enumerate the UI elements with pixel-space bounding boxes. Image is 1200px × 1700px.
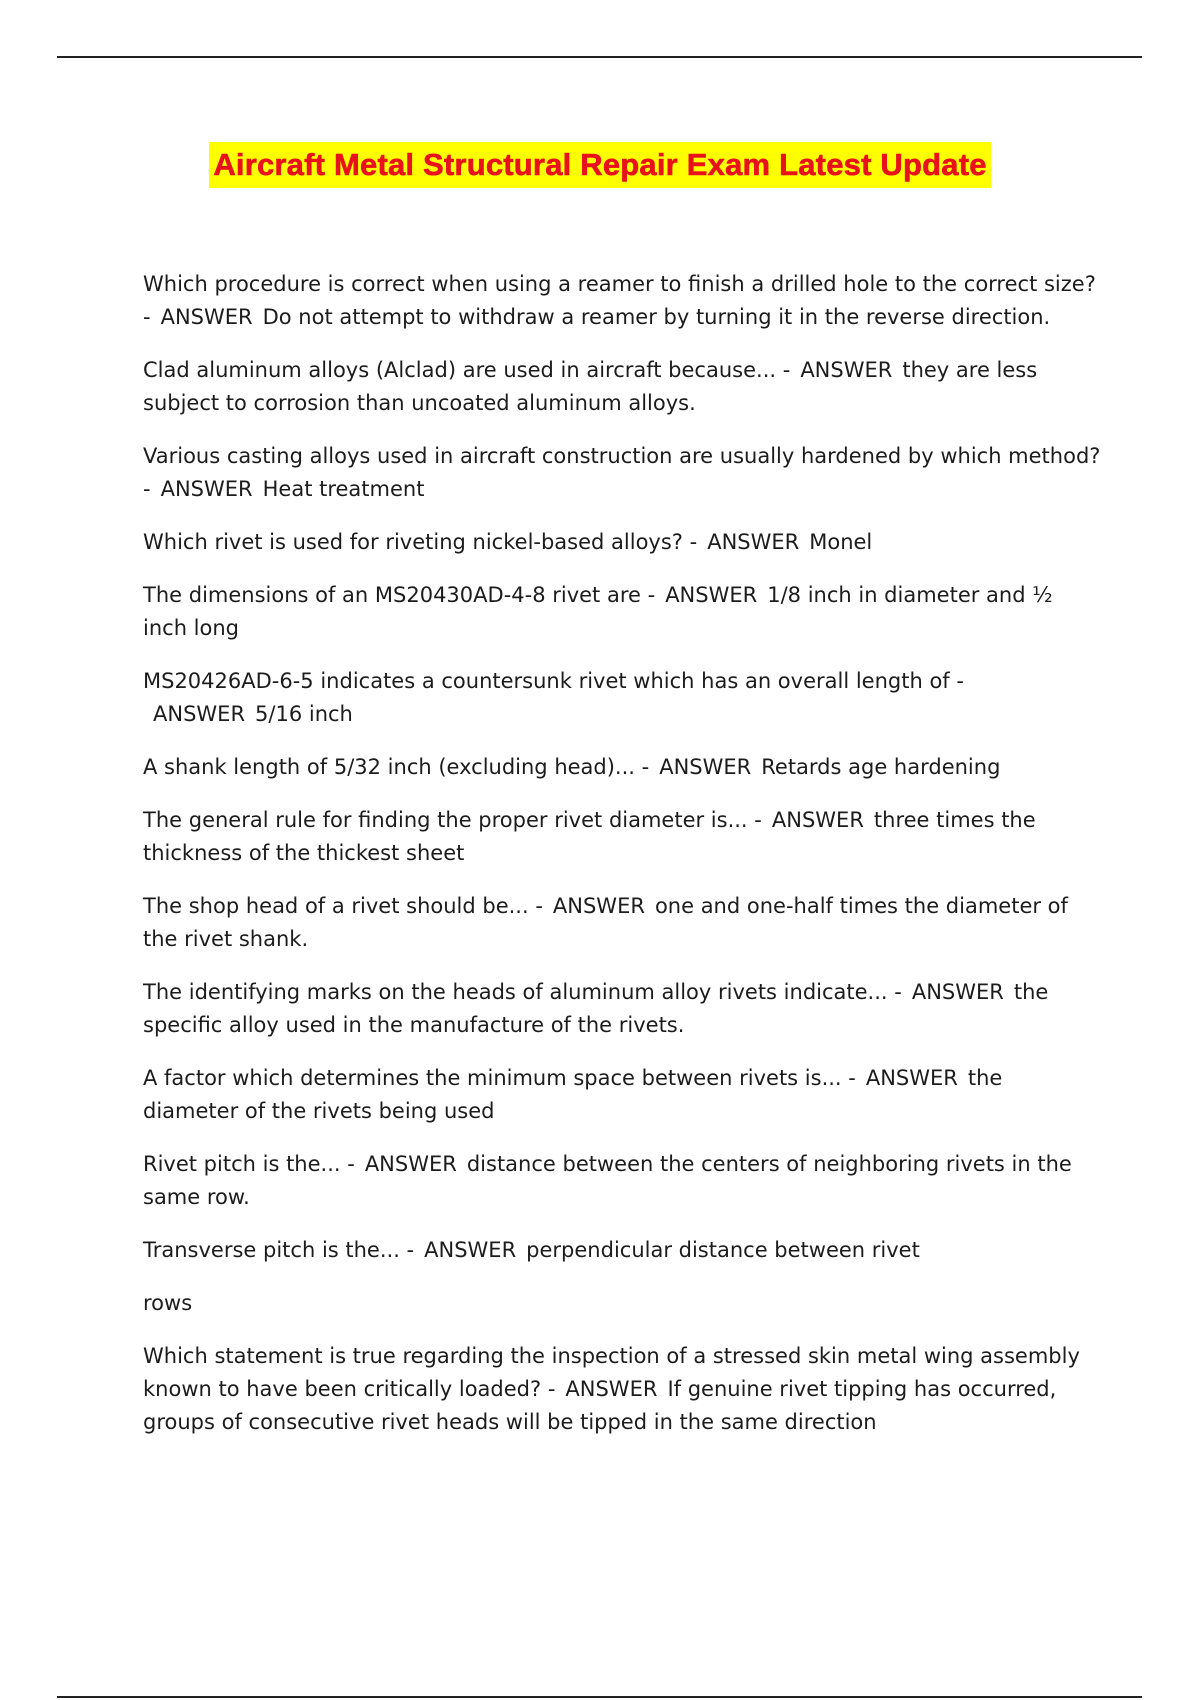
answer-text: 5/16 inch bbox=[255, 702, 353, 726]
answer-label: ANSWER bbox=[800, 358, 893, 382]
qa-item bbox=[143, 751, 1103, 784]
answer-text: distance between the centers of neighboring rivets in the same row. bbox=[143, 1152, 1079, 1209]
answer-label: ANSWER bbox=[153, 702, 246, 726]
answer-text: Do not attempt to withdraw a reamer by turning it in the reverse direction. bbox=[262, 305, 1051, 329]
answer-label: ANSWER bbox=[160, 305, 253, 329]
answer-text: they are less subject to corrosion than uncoated aluminum alloys. bbox=[143, 358, 1044, 415]
qa-item bbox=[143, 976, 1103, 1042]
answer-label: ANSWER bbox=[565, 1377, 658, 1401]
question-text: Which rivet is used for riveting nickel-based alloys? - bbox=[143, 530, 698, 554]
question-text: A factor which determines the minimum space between rivets is... - bbox=[143, 1066, 856, 1090]
footer-rule bbox=[57, 1696, 1142, 1698]
question-text: The general rule for finding the proper rivet diameter is... - bbox=[143, 808, 762, 832]
answer-text: If genuine rivet tipping has occurred, groups of consecutive rivet heads will be tipped in the same direction bbox=[143, 1377, 1064, 1434]
answer-text: one and one-half times the diameter of the rivet shank. bbox=[143, 894, 1075, 951]
answer-text: the specific alloy used in the manufacture of the rivets. bbox=[143, 980, 1056, 1037]
answer-text: Monel bbox=[809, 530, 873, 554]
answer-text: three times the thickness of the thickest sheet bbox=[143, 808, 1043, 865]
qa-item bbox=[143, 890, 1103, 956]
answer-text: perpendicular distance between rivet bbox=[526, 1238, 920, 1262]
qa-item bbox=[143, 526, 1103, 559]
question-text: The identifying marks on the heads of aluminum alloy rivets indicate... - bbox=[143, 980, 902, 1004]
question-text: The shop head of a rivet should be... - bbox=[143, 894, 543, 918]
qa-continuation bbox=[143, 1287, 1103, 1320]
question-text: Rivet pitch is the... - bbox=[143, 1152, 355, 1176]
answer-label: ANSWER bbox=[865, 1066, 958, 1090]
question-text: Clad aluminum alloys (Alclad) are used in aircraft because... - bbox=[143, 358, 791, 382]
answer-text: the diameter of the rivets being used bbox=[143, 1066, 1010, 1123]
qa-item bbox=[143, 1340, 1103, 1439]
answer-text: Retards age hardening bbox=[761, 755, 1001, 779]
answer-label: ANSWER bbox=[552, 894, 645, 918]
question-answer-list bbox=[143, 268, 1108, 1459]
answer-label: ANSWER bbox=[665, 583, 758, 607]
answer-text: Heat treatment bbox=[262, 477, 425, 501]
qa-item bbox=[143, 440, 1108, 506]
question-text: MS20426AD-6-5 indicates a countersunk rivet which has an overall length of - bbox=[143, 669, 964, 693]
qa-item bbox=[143, 1148, 1103, 1214]
question-text: Which statement is true regarding the inspection of a stressed skin metal wing assembly known to have been critically loaded? - bbox=[143, 1344, 1087, 1401]
qa-item bbox=[143, 268, 1103, 334]
answer-label: ANSWER bbox=[771, 808, 864, 832]
question-text: Which procedure is correct when using a reamer to finish a drilled hole to the correct size? - bbox=[143, 272, 1103, 329]
question-text: Various casting alloys used in aircraft construction are usually hardened by which method? - bbox=[143, 444, 1108, 501]
question-text: A shank length of 5/32 inch (excluding head)... - bbox=[143, 755, 650, 779]
qa-item bbox=[143, 1062, 1103, 1128]
question-text: The dimensions of an MS20430AD-4-8 rivet are - bbox=[143, 583, 656, 607]
answer-text: 1/8 inch in diameter and ½ inch long bbox=[143, 583, 1060, 640]
qa-item bbox=[143, 665, 1103, 731]
qa-item bbox=[143, 354, 1103, 420]
qa-item bbox=[143, 579, 1103, 645]
answer-label: ANSWER bbox=[911, 980, 1004, 1004]
header-rule bbox=[57, 56, 1142, 58]
answer-label: ANSWER bbox=[160, 477, 253, 501]
answer-label: ANSWER bbox=[424, 1238, 517, 1262]
answer-label: ANSWER bbox=[659, 755, 752, 779]
qa-item bbox=[143, 804, 1103, 870]
document-title: Aircraft Metal Structural Repair Exam Latest Update bbox=[209, 142, 990, 188]
answer-continuation-text: rows bbox=[143, 1291, 193, 1315]
answer-label: ANSWER bbox=[364, 1152, 457, 1176]
question-text: Transverse pitch is the... - bbox=[143, 1238, 415, 1262]
qa-item bbox=[143, 1234, 1103, 1267]
answer-label: ANSWER bbox=[707, 530, 800, 554]
title-container bbox=[0, 142, 1200, 188]
